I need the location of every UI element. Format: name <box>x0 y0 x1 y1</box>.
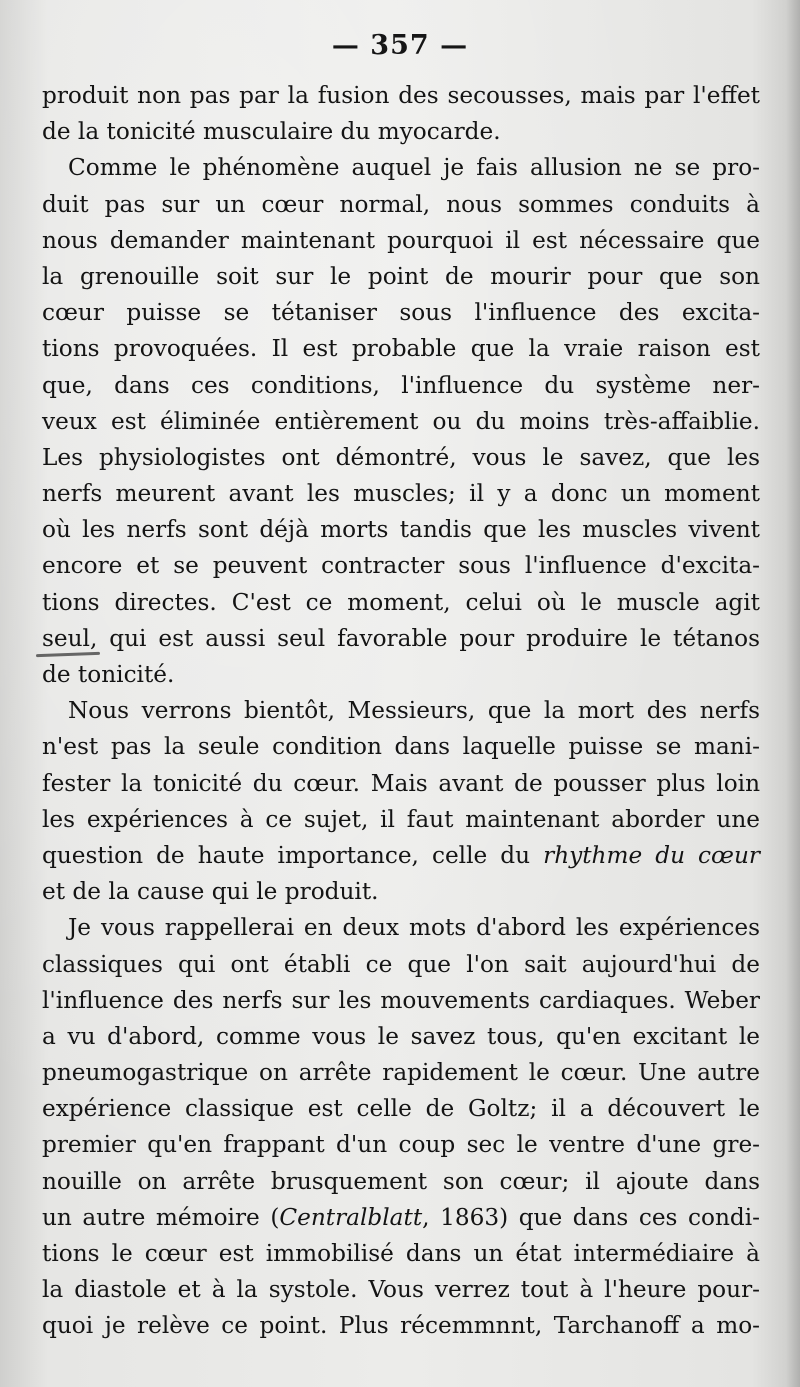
text-line-content: où les nerfs sont déjà morts tandis que les muscles vivent <box>42 516 760 544</box>
text-line <box>42 983 760 1019</box>
text-line-content: la grenouille soit sur le point de mourir pour que son <box>42 262 760 290</box>
text-line <box>42 729 760 765</box>
text-line-continuation: , 1863) que dans ces condi- <box>422 1203 760 1231</box>
text-line <box>42 585 760 621</box>
text-line-content: n'est pas la seule condition dans laquelle puisse se mani- <box>42 733 760 761</box>
text-line <box>42 1127 760 1163</box>
text-line <box>42 1272 760 1308</box>
text-line-content: la diastole et à la systole. Vous verrez tout à l'heure pour- <box>42 1276 760 1304</box>
text-line <box>42 874 760 910</box>
text-line-content: expérience classique est celle de Goltz; il a découvert le <box>42 1095 760 1123</box>
text-line <box>42 947 760 983</box>
text-line <box>42 512 760 548</box>
text-line <box>42 693 760 729</box>
text-line-content: Je vous rappellerai en deux mots d'abord les expériences <box>68 914 760 942</box>
text-line-content: Comme le phénomène auquel je fais allusion ne se pro- <box>68 154 760 182</box>
text-line-content: que, dans ces conditions, l'influence du système ner- <box>42 371 760 399</box>
text-line <box>42 476 760 512</box>
text-line <box>42 150 760 186</box>
text-line-content: un autre mémoire ( <box>42 1203 280 1231</box>
text-line <box>42 910 760 946</box>
text-line <box>42 802 760 838</box>
text-line-content: Les physiologistes ont démontré, vous le savez, que les <box>42 443 760 471</box>
text-line-content: nouille on arrête brusquement son cœur; il ajoute dans <box>42 1167 760 1195</box>
text-line <box>42 259 760 295</box>
text-line <box>42 1164 760 1200</box>
text-line <box>42 404 760 440</box>
text-line <box>42 187 760 223</box>
text-line-content: cœur puisse se tétaniser sous l'influence des excita- <box>42 299 760 327</box>
text-line-content: classiques qui ont établi ce que l'on sait aujourd'hui de <box>42 950 760 978</box>
text-line-content: Nous verrons bientôt, Messieurs, que la mort des nerfs <box>68 697 760 725</box>
text-line-content: nous demander maintenant pourquoi il est nécessaire que <box>42 226 760 254</box>
text-line-content: premier qu'en frappant d'un coup sec le ventre d'une gre- <box>42 1131 760 1159</box>
text-line-content: et de la cause qui le produit. <box>42 878 379 906</box>
text-line-content: fester la tonicité du cœur. Mais avant de pousser plus loin <box>42 769 760 797</box>
text-line-content: encore et se peuvent contracter sous l'influence d'excita- <box>42 552 760 580</box>
text-line <box>42 838 760 874</box>
text-line-content: veux est éliminée entièrement ou du moins très-affaiblie. <box>42 407 760 435</box>
text-line-content: les expériences à ce sujet, il faut maintenant aborder une <box>42 805 760 833</box>
text-line-content: tions provoquées. Il est probable que la vraie raison est <box>42 335 760 363</box>
text-line-content: a vu d'abord, comme vous le savez tous, qu'en excitant le <box>42 1022 760 1050</box>
page-number: — 357 — <box>331 30 469 61</box>
text-line-content: l'influence des nerfs sur les mouvements cardiaques. Weber <box>42 986 760 1014</box>
text-line-content: pneumogastrique on arrête rapidement le cœur. Une autre <box>42 1059 760 1087</box>
text-line <box>42 1091 760 1127</box>
text-line <box>42 548 760 584</box>
text-line <box>42 1200 760 1236</box>
text-line-content: de tonicité. <box>42 661 175 688</box>
text-line <box>42 1308 760 1344</box>
page-edge-shadow <box>786 0 800 1387</box>
text-line <box>42 766 760 802</box>
text-line <box>42 1055 760 1091</box>
text-line <box>42 331 760 367</box>
text-line <box>42 1236 760 1272</box>
text-line-content: produit non pas par la fusion des secousses, mais par l'effet <box>42 82 760 109</box>
text-line-content: tions le cœur est immobilisé dans un état intermédiaire à <box>42 1240 760 1267</box>
text-line-content: seul, qui est aussi seul favorable pour produire le tétanos <box>42 624 760 652</box>
text-line <box>42 1019 760 1055</box>
text-line <box>42 295 760 331</box>
text-line <box>42 368 760 404</box>
text-line-content: tions directes. C'est ce moment, celui où le muscle agit <box>42 588 760 616</box>
text-line <box>42 621 760 657</box>
italic-citation: Centralblatt <box>279 1203 423 1231</box>
text-line <box>42 78 760 114</box>
body-text <box>42 78 760 1345</box>
text-line <box>42 114 760 150</box>
text-line <box>42 657 760 693</box>
text-line <box>42 440 760 476</box>
text-line-content: quoi je relève ce point. Plus récemmnnt, Tarchanoff a mo- <box>42 1312 760 1340</box>
italic-phrase: rhythme du cœur <box>543 841 760 869</box>
text-line-content: de la tonicité musculaire du myocarde. <box>42 118 501 146</box>
text-line-content: nerfs meurent avant les muscles; il y a donc un moment <box>42 480 760 508</box>
text-line-content: question de haute importance, celle du <box>42 841 544 869</box>
text-line-content: duit pas sur un cœur normal, nous sommes conduits à <box>42 190 760 218</box>
text-line <box>42 223 760 259</box>
